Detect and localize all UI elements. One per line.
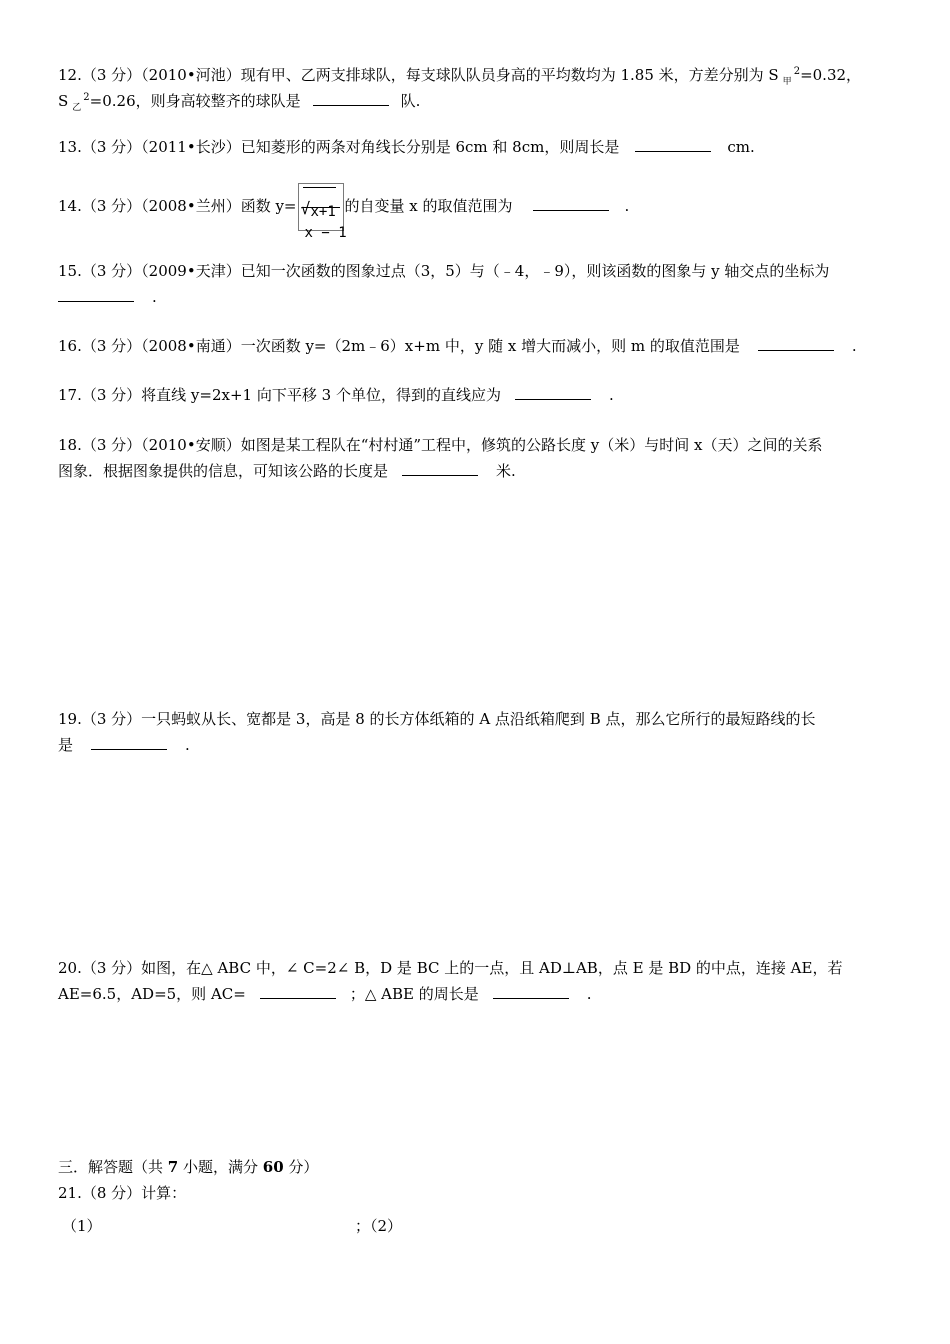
answer-blank-20a[interactable] bbox=[260, 984, 336, 999]
q16-end: . bbox=[851, 337, 857, 355]
q17-end: . bbox=[608, 386, 614, 404]
q12-text-2: =0.26，则身高较整齐的球队是 bbox=[89, 92, 301, 110]
q18-text-2: 图象．根据图象提供的信息，可知该公路的长度是 bbox=[58, 462, 389, 480]
q16-text: 16.（3 分）（2008•南通）一次函数 y=（2m﹣6）x+m 中，y 随 x 增大而减小，则 m 的取值范围是 bbox=[58, 337, 740, 355]
question-21-part-2: ；（2） bbox=[355, 1217, 403, 1235]
question-16 bbox=[58, 336, 857, 356]
q12-s: S bbox=[58, 92, 69, 110]
question-12-line-2 bbox=[58, 88, 420, 118]
answer-blank-12[interactable] bbox=[313, 91, 389, 106]
q12-sup-2: 2 bbox=[83, 92, 90, 103]
frac-denominator: x − 1 bbox=[304, 225, 347, 241]
q17-text: 17.（3 分）将直线 y=2x+1 向下平移 3 个单位，得到的直线应为 bbox=[58, 386, 501, 404]
question-13 bbox=[58, 137, 755, 157]
q13-text: 13.（3 分）（2011•长沙）已知菱形的两条对角线长分别是 6cm 和 8cm，则周长是 bbox=[58, 138, 620, 156]
q12-value-jia: =0.32， bbox=[800, 66, 862, 84]
q20-text-3: ；△ ABE 的周长是 bbox=[349, 985, 479, 1003]
question-19-line-1 bbox=[58, 709, 816, 729]
q14-text-2: 的自变量 x 的取值范围为 bbox=[344, 197, 513, 215]
question-21-title: 21.（8 分）计算： bbox=[58, 1184, 187, 1202]
q15-end: . bbox=[152, 288, 157, 306]
answer-blank-15[interactable] bbox=[58, 287, 134, 302]
q18-unit: 米. bbox=[496, 462, 516, 480]
total-score: 60 bbox=[262, 1158, 284, 1176]
question-18-line-1 bbox=[58, 435, 823, 455]
q19-text-2: 是 bbox=[58, 736, 74, 754]
q15-text: 15.（3 分）（2009•天津）已知一次函数的图象过点（3，5）与（﹣4，﹣9），则该函数的图象与 y 轴交点的坐标为 bbox=[58, 262, 830, 280]
q12-sub-yi: 乙 bbox=[72, 103, 82, 113]
q12-sup: 2 bbox=[793, 66, 801, 77]
question-19-line-2 bbox=[58, 735, 190, 755]
q20-text: 20.（3 分）如图，在△ ABC 中，∠ C=2∠ B，D 是 BC 上的一点，且 AD⊥AB，点 E 是 BD 的中点，连接 AE，若 bbox=[58, 959, 843, 977]
q20-text-2: AE=6.5，AD=5，则 AC= bbox=[58, 985, 246, 1003]
question-20-line-1 bbox=[58, 958, 842, 978]
q18-text: 18.（3 分）（2010•安顺）如图是某工程队在“村村通”工程中，修筑的公路长度 y（米）与时间 x（天）之间的关系 bbox=[58, 436, 823, 454]
answer-blank-16[interactable] bbox=[758, 336, 834, 351]
q12-sub-jia: 甲 bbox=[782, 77, 792, 87]
section-heading: 三．解答题（共 7 小题，满分 60 分） bbox=[58, 1158, 319, 1176]
question-14 bbox=[58, 182, 630, 241]
q14-end: . bbox=[624, 197, 630, 215]
question-17 bbox=[58, 385, 614, 405]
q20-end: . bbox=[586, 985, 592, 1003]
question-18-line-2 bbox=[58, 461, 516, 481]
fraction-formula: √ x+1 x − 1 bbox=[298, 183, 344, 231]
q12-unit: 队. bbox=[400, 92, 421, 110]
q13-unit: cm. bbox=[727, 138, 755, 156]
q19-text: 19.（3 分）一只蚂蚁从长、宽都是 3，高是 8 的长方体纸箱的 A 点沿纸箱爬到 B 点，那么它所行的最短路线的长 bbox=[58, 710, 816, 728]
question-count: 7 bbox=[167, 1158, 179, 1176]
answer-blank-17[interactable] bbox=[515, 385, 591, 400]
question-21-part-1: （1） bbox=[62, 1217, 102, 1235]
answer-blank-20b[interactable] bbox=[493, 984, 569, 999]
question-15-line-1 bbox=[58, 261, 829, 281]
answer-blank-19[interactable] bbox=[91, 735, 167, 750]
q19-end: . bbox=[185, 736, 190, 754]
q12-text: 12.（3 分）（2010•河池）现有甲、乙两支排球队，每支球队队员身高的平均数均为 1.85 米，方差分别为 S bbox=[58, 66, 779, 84]
answer-blank-18[interactable] bbox=[402, 461, 478, 476]
q14-text: 14.（3 分）（2008•兰州）函数 y= bbox=[58, 197, 297, 215]
answer-blank-14[interactable] bbox=[533, 196, 609, 211]
answer-blank-13[interactable] bbox=[635, 137, 711, 152]
question-20-line-2 bbox=[58, 984, 592, 1004]
frac-numerator: x+1 bbox=[303, 187, 336, 236]
question-15-line-2 bbox=[58, 287, 157, 307]
